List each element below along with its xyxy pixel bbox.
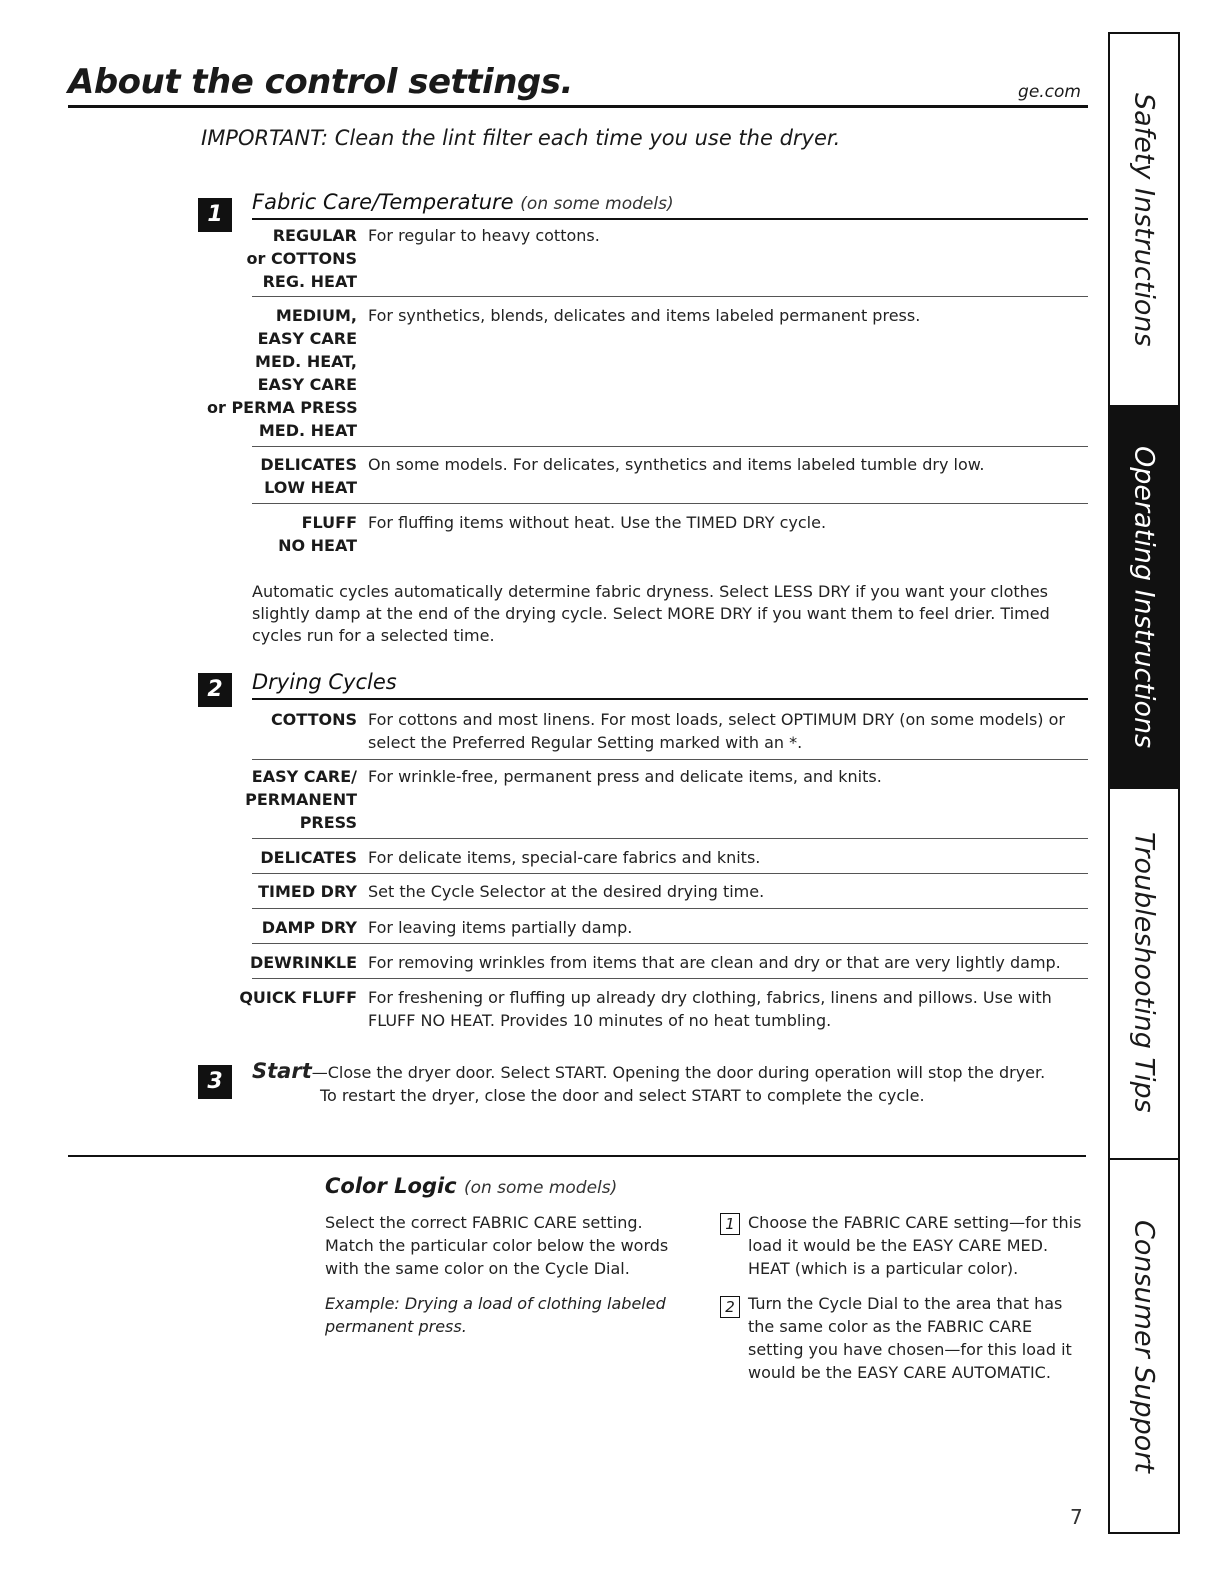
page-number: 7 xyxy=(1070,1505,1083,1529)
section-title-text: Fabric Care/Temperature xyxy=(252,190,514,214)
title-rule xyxy=(68,105,1088,108)
term-dewrinkle: DEWRINKLE xyxy=(249,953,357,972)
site-url: ge.com xyxy=(1018,82,1081,102)
term-medium: MEDIUM, EASY CARE MED. HEAT, EASY CARE or PERMA PRESS MED. HEAT xyxy=(207,306,358,440)
term-cottons: COTTONS xyxy=(270,710,357,729)
section-divider xyxy=(68,1155,1086,1157)
auto-cycles-note: Automatic cycles automatically determine fabric dryness. Select LESS DRY if you want your clothes slightly damp at the end of the drying cycle. Select MORE DRY if you want them to feel drier. Timed cycles run for a selected time. xyxy=(252,582,1050,645)
color-logic-title xyxy=(325,1174,617,1198)
color-logic-subtitle: (on some models) xyxy=(463,1178,618,1198)
term-delicates-low: DELICATES LOW HEAT xyxy=(260,455,357,497)
step-number-2: 2 xyxy=(720,1296,740,1318)
tab-consumer-support[interactable] xyxy=(1108,1161,1180,1531)
row-rule xyxy=(252,296,1088,297)
desc-regular: For regular to heavy cottons. xyxy=(368,226,600,245)
color-logic-intro: Select the correct FABRIC CARE setting. Match the particular color below the words with the same color on the Cycle Dial. xyxy=(325,1213,669,1278)
tab-divider xyxy=(1108,787,1180,789)
important-note: IMPORTANT: Clean the lint filter each time you use the dryer. xyxy=(201,126,841,150)
start-lead: Start xyxy=(252,1059,312,1083)
desc-delicates: For delicate items, special-care fabrics and knits. xyxy=(368,848,761,867)
term-easy-care: EASY CARE/ PERMANENT PRESS xyxy=(245,767,357,832)
section-subtitle: (on some models) xyxy=(520,194,674,214)
tab-operating-instructions[interactable] xyxy=(1108,407,1180,787)
desc-quick-fluff: For freshening or fluffing up already dry clothing, fabrics, linens and pillows. Use with FLUFF NO HEAT. Provides 10 minutes of no heat tumbling. xyxy=(368,988,1052,1030)
color-logic-title-text: Color Logic xyxy=(325,1174,457,1198)
step-number-1: 1 xyxy=(720,1213,740,1235)
desc-cottons: For cottons and most linens. For most loads, select OPTIMUM DRY (on some models) or select the Preferred Regular Setting marked with an *. xyxy=(368,710,1065,752)
step-text-1: Choose the FABRIC CARE setting—for this load it would be the EASY CARE MED. HEAT (which is a particular color). xyxy=(748,1213,1082,1278)
row-rule xyxy=(252,759,1088,760)
row-rule xyxy=(252,943,1088,944)
desc-medium: For synthetics, blends, delicates and items labeled permanent press. xyxy=(368,306,921,325)
term-damp-dry: DAMP DRY xyxy=(261,918,357,937)
tab-label: Troubleshooting Tips xyxy=(1128,832,1160,1113)
section-rule xyxy=(252,218,1088,220)
tab-safety-instructions[interactable] xyxy=(1108,40,1180,400)
row-rule xyxy=(252,873,1088,874)
row-rule xyxy=(252,908,1088,909)
start-line-2: To restart the dryer, close the door and select START to complete the cycle. xyxy=(320,1086,925,1105)
term-delicates: DELICATES xyxy=(260,848,357,867)
desc-fluff: For fluffing items without heat. Use the TIMED DRY cycle. xyxy=(368,513,827,532)
tab-label: Safety Instructions xyxy=(1128,93,1160,347)
page-title: About the control settings. xyxy=(68,62,573,102)
start-line-1: —Close the dryer door. Select START. Opening the door during operation will stop the dryer. xyxy=(311,1063,1046,1082)
tab-troubleshooting-tips[interactable] xyxy=(1108,790,1180,1155)
term-fluff: FLUFF NO HEAT xyxy=(278,513,357,555)
desc-easy-care: For wrinkle-free, permanent press and delicate items, and knits. xyxy=(368,767,882,786)
section-title-drying-cycles: Drying Cycles xyxy=(252,670,397,694)
row-rule xyxy=(252,978,1088,979)
term-regular: REGULAR or COTTONS REG. HEAT xyxy=(246,226,357,291)
start-instruction xyxy=(252,1060,1045,1084)
step-text-2: Turn the Cycle Dial to the area that has the same color as the FABRIC CARE setting you have chosen—for this load it would be the EASY CARE AUTOMATIC. xyxy=(748,1294,1072,1382)
section-number-3: 3 xyxy=(198,1065,232,1099)
term-quick-fluff: QUICK FLUFF xyxy=(239,988,357,1007)
desc-dewrinkle: For removing wrinkles from items that are clean and dry or that are very lightly damp. xyxy=(368,953,1061,972)
desc-timed-dry: Set the Cycle Selector at the desired drying time. xyxy=(368,882,765,901)
section-number-2: 2 xyxy=(198,673,232,707)
row-rule xyxy=(252,446,1088,447)
section-number-1: 1 xyxy=(198,198,232,232)
row-rule xyxy=(252,503,1088,504)
row-rule xyxy=(252,838,1088,839)
desc-delicates-low: On some models. For delicates, synthetics and items labeled tumble dry low. xyxy=(368,455,985,474)
tab-label: Operating Instructions xyxy=(1128,445,1160,749)
tab-divider xyxy=(1108,1158,1180,1160)
color-logic-example: Example: Drying a load of clothing labeled permanent press. xyxy=(325,1294,666,1336)
section-rule xyxy=(252,698,1088,700)
term-timed-dry: TIMED DRY xyxy=(258,882,357,901)
desc-damp-dry: For leaving items partially damp. xyxy=(368,918,633,937)
tab-label: Consumer Support xyxy=(1128,1219,1160,1473)
section-title-fabric-care xyxy=(252,190,674,214)
